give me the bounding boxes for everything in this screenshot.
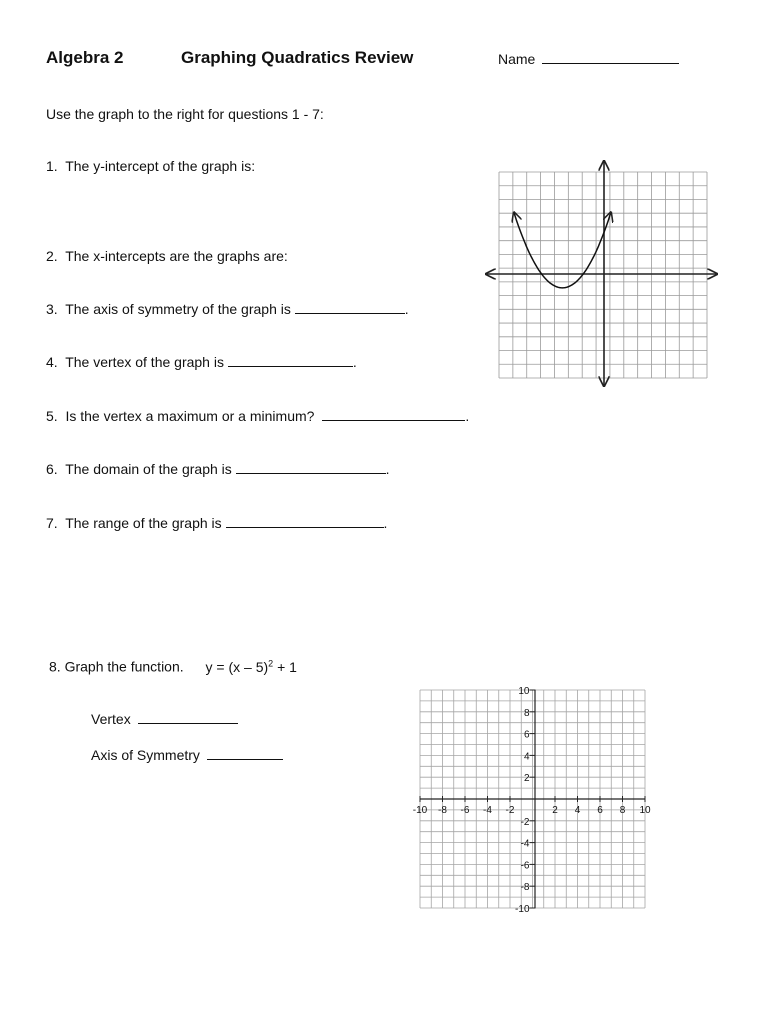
x-tick-label: 2 xyxy=(552,805,558,816)
question-5: 5. Is the vertex a maximum or a minimum? . xyxy=(46,408,470,424)
x-tick-label: 6 xyxy=(597,805,603,816)
y-tick-label: -8 xyxy=(520,882,530,894)
y-tick-label: 6 xyxy=(523,729,530,741)
name-label: Name xyxy=(498,51,536,67)
question-2: 2. The x-intercepts are the graphs are: xyxy=(46,248,288,264)
answer-blank-7[interactable] xyxy=(226,515,384,528)
x-tick-label: -6 xyxy=(460,805,470,816)
y-tick-label: 2 xyxy=(523,773,530,785)
question-3: 3. The axis of symmetry of the graph is . xyxy=(46,301,409,317)
parabola-graph xyxy=(480,155,725,395)
question-6: 6. The domain of the graph is . xyxy=(46,461,390,477)
question-7: 7. The range of the graph is . xyxy=(46,515,388,531)
y-tick-label: 8 xyxy=(523,707,530,719)
answer-blank-3[interactable] xyxy=(295,301,405,314)
axis-of-symmetry-field[interactable]: Axis of Symmetry xyxy=(91,747,283,763)
y-tick-label: -2 xyxy=(520,816,530,828)
x-tick-label: -4 xyxy=(483,805,492,816)
question-8: 8. Graph the function. y = (x – 5)$^2$ + 1 xyxy=(49,658,297,675)
x-tick-label: 10 xyxy=(639,805,651,816)
y-tick-label: -10 xyxy=(515,904,530,913)
question-4: 4. The vertex of the graph is . xyxy=(46,354,357,370)
graph1-grid xyxy=(499,172,707,378)
x-tick-label: -2 xyxy=(505,805,515,816)
instructions: Use the graph to the right for questions 1 - 7: xyxy=(46,106,324,122)
answer-blank-5[interactable] xyxy=(322,408,465,421)
y-tick-label: 4 xyxy=(523,751,530,763)
answer-blank-6[interactable] xyxy=(236,461,386,474)
x-tick-label: -8 xyxy=(438,805,447,816)
answer-blank-4[interactable] xyxy=(228,354,353,367)
y-tick-label: -6 xyxy=(520,860,530,872)
x-tick-label: 8 xyxy=(619,805,626,816)
x-tick-label: 4 xyxy=(574,805,581,816)
y-tick-label: -4 xyxy=(520,838,530,850)
x-tick-label: -10 xyxy=(412,805,428,816)
worksheet-title: Graphing Quadratics Review xyxy=(181,48,414,67)
blank-coordinate-grid[interactable] xyxy=(405,683,655,913)
vertex-field[interactable]: Vertex xyxy=(91,711,238,727)
name-field[interactable] xyxy=(498,51,679,67)
function-expression: y = (x – 5)$^2$ + 1 xyxy=(205,658,297,675)
question-1: 1. The y-intercept of the graph is: xyxy=(46,158,256,174)
course-title: Algebra 2 xyxy=(46,48,124,67)
y-tick-label: 10 xyxy=(518,686,530,697)
